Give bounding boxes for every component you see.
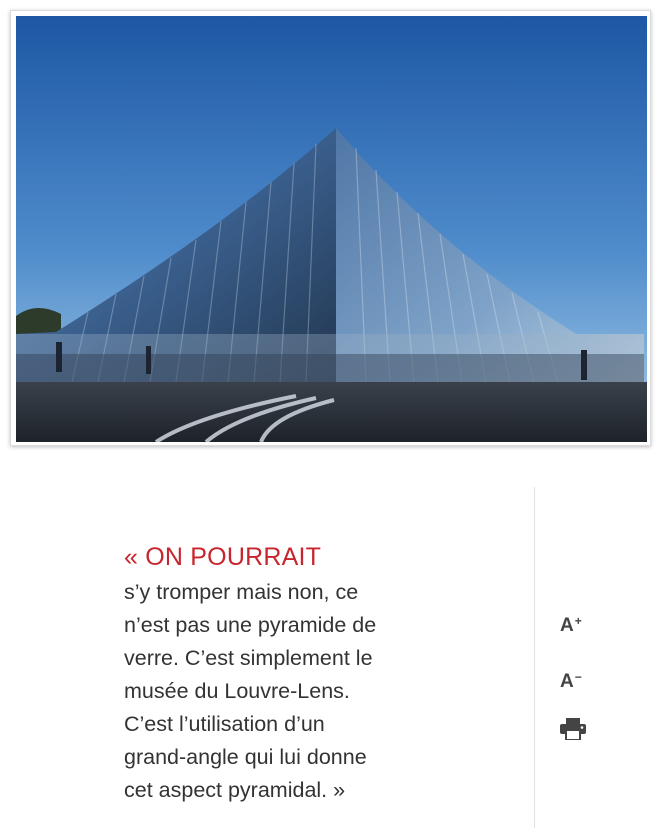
article-photo — [10, 10, 651, 446]
printer-icon — [560, 718, 586, 740]
photo-caption — [124, 542, 454, 807]
louvre-lens-photo — [16, 16, 647, 442]
decrease-font-label: A — [560, 671, 574, 692]
decrease-font-button[interactable] — [560, 662, 590, 692]
caption-body — [124, 576, 454, 807]
plus-icon: + — [574, 614, 582, 628]
caption-line: s’y tromper mais non, ce — [124, 580, 359, 604]
minus-icon: − — [574, 670, 582, 684]
caption-line: cet aspect pyramidal. » — [124, 778, 346, 802]
caption-line: C’est l’utilisation d’un — [124, 712, 325, 736]
caption-lead: « ON POURRAIT — [124, 543, 322, 571]
text-tools — [560, 606, 590, 774]
sidebar-divider — [534, 487, 535, 828]
increase-font-label: A — [560, 615, 574, 636]
print-button[interactable] — [560, 718, 590, 748]
caption-line: grand-angle qui lui donne — [124, 745, 367, 769]
increase-font-button[interactable] — [560, 606, 590, 636]
caption-line: n’est pas une pyramide de — [124, 613, 377, 637]
caption-line: verre. C’est simplement le — [124, 646, 373, 670]
caption-line: musée du Louvre-Lens. — [124, 679, 350, 703]
